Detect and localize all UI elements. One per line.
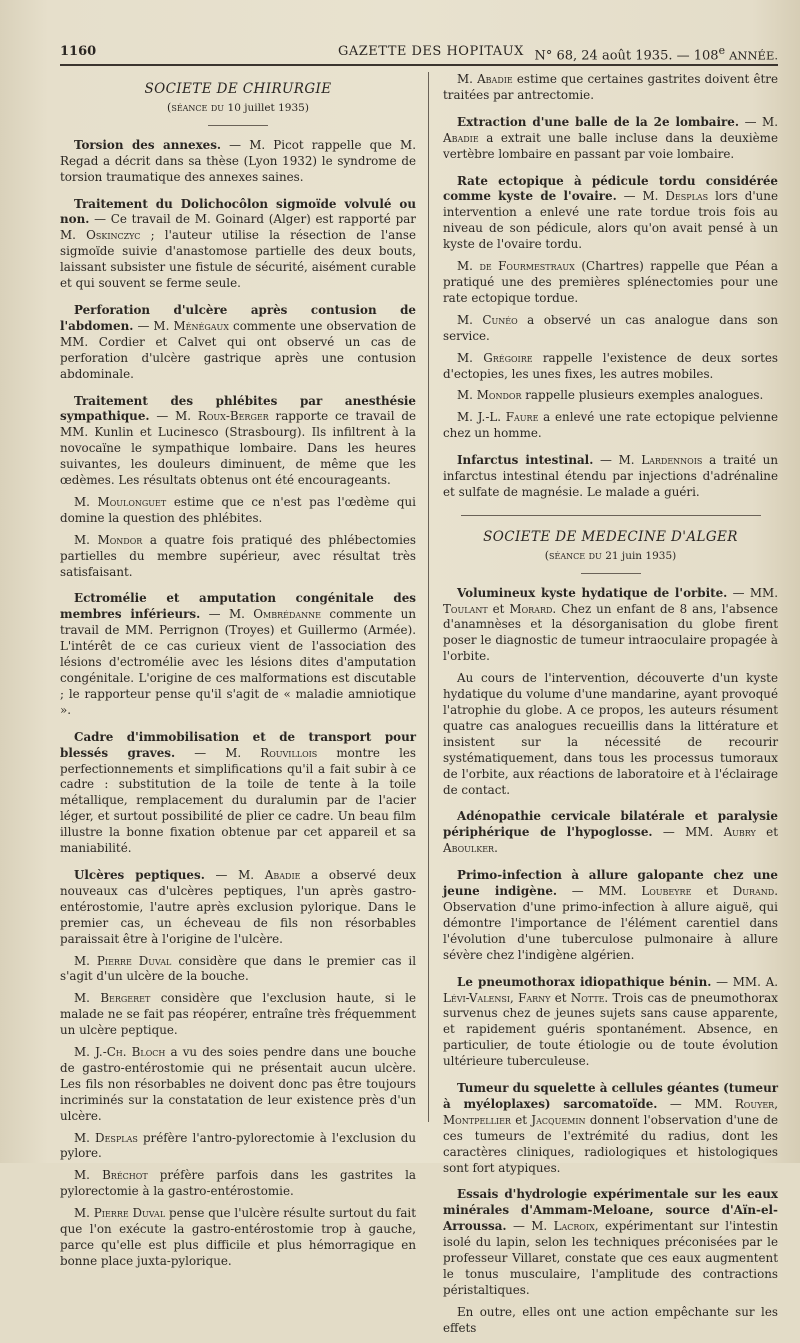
- comment-abadie: [443, 72, 778, 104]
- article-text: considère que l'exclusion haute, si le malade ne se fait pas réopérer, entraîne très fréquemment un ulcère peptique.: [60, 991, 417, 1038]
- author: Abadie: [264, 867, 301, 882]
- article-title: Torsion des annexes.: [74, 137, 222, 152]
- section-separator: [461, 515, 761, 516]
- article-text: — MM.: [652, 825, 724, 840]
- section-rule: [581, 573, 641, 574]
- header-rule: [60, 64, 778, 66]
- author: Notte: [570, 990, 605, 1005]
- article-primo-infection: [443, 868, 778, 963]
- article-hydrologie-cont: En outre, elles ont une action empêchante sur les effets: [443, 1304, 778, 1335]
- issue-sup: e: [718, 44, 725, 57]
- author: M. Pierre Duval: [74, 953, 172, 968]
- article-text: a observé deux nouveaux cas d'ulcères peptiques, l'un après gastro-entérostomie, l'autre après exclusion pylorique. Dans le premier cas, un écheveau de fils non résorbables paraissait être à l'origine de l'ulcère.: [60, 867, 416, 946]
- article-text: — M.: [593, 453, 642, 468]
- comment-brechot: [60, 1168, 416, 1200]
- article-text: — M.: [149, 409, 198, 424]
- article-ectromelie: [60, 591, 416, 718]
- article-text: lors d'une intervention a enlevé une rate tordue trois fois au niveau de son pédicule, alors qu'on avait pensé à un kyste de l'ovaire tordu.: [443, 189, 779, 252]
- page-header: [60, 42, 778, 66]
- right-column: [443, 72, 778, 1343]
- comment-cuneo: [443, 313, 778, 345]
- comment-faure: [443, 410, 778, 442]
- author: M. Picot: [249, 137, 304, 152]
- article-adenopathie: [443, 809, 778, 857]
- author: Abadie: [443, 130, 479, 145]
- article-title: Adénopathie cervicale bilatérale et paralysie périphérique de l'hypoglosse.: [443, 809, 778, 840]
- article-perforation: [60, 303, 416, 383]
- left-column: [60, 78, 416, 1276]
- article-title: Ulcères peptiques.: [74, 867, 205, 882]
- article-text: — M.: [175, 745, 261, 760]
- author: M. Bréchot: [74, 1168, 148, 1183]
- article-text: rappelle que M. Regad a décrit dans sa thèse (Lyon 1932) le syndrome de torsion traumatique des annexes saines.: [60, 137, 416, 184]
- article-text: montre les perfectionnements et simplifications qu'il a fait subir à ce cadre : substitution de la toile de tente à la toile métallique, remplacement du duralumin par de l'acier léger, et surtout possibilité de plier ce cadre. Un beau film illustre la bonne fixation obtenue par cet appareil et sa maniabilité.: [60, 745, 417, 856]
- author: M. Oskinczyc: [60, 228, 141, 243]
- author: M. de Fourmestraux: [457, 259, 575, 274]
- article-text: a observé un cas analogue dans son service.: [443, 312, 779, 343]
- article-pneumothorax: [443, 975, 778, 1070]
- comment-fourmestraux: [443, 259, 778, 307]
- article-text: — MM. A.: [711, 974, 778, 989]
- article-text: considère que dans le premier cas il s'agit d'un ulcère de la bouche.: [60, 953, 416, 984]
- article-title: Primo-infection à allure galopante chez une jeune indigène.: [443, 868, 778, 899]
- issue-year: ANNÉE.: [729, 48, 778, 63]
- article-text: commente une observation de MM. Cordier et Calvet qui ont observé un cas de perforation d'ulcère gastrique après une contusion abdominale.: [60, 318, 416, 381]
- author: Montpellier: [443, 1112, 511, 1127]
- author: Lévi-Valensi: [443, 990, 510, 1005]
- article-kyste-cont: Au cours de l'intervention, découverte d'un kyste hydatique du volume d'une mandarine, ayant provoqué l'atrophie du globe. A ce propos, les auteurs résument quatre cas analogues recueillis dans la littérature et insistent sur la nécessité de recourir systématiquement, dans tous les processus tumoraux de l'orbite, aux réactions de laboratoire et à l'éclairage de contact.: [443, 671, 778, 797]
- column-divider: [428, 72, 429, 1122]
- article-text: — M.: [204, 867, 265, 882]
- comment-gregoire: [443, 351, 778, 383]
- comment-mondor: [60, 533, 416, 581]
- author: Morard: [509, 601, 553, 616]
- author: Desplas: [665, 189, 709, 204]
- article-title: Essais d'hydrologie expérimentale sur les eaux minérales d'Ammam-Meloane, source d'Aïn-el-Arroussa.: [443, 1187, 778, 1234]
- article-title: Traitement des phlébites par anesthésie sympathique.: [60, 393, 416, 424]
- article-text: et: [550, 990, 571, 1005]
- author: Aubry: [723, 825, 756, 840]
- author: M. Mondor: [74, 532, 143, 547]
- article-text: ,: [774, 1096, 778, 1111]
- article-text: donnent l'observation d'une de ces tumeurs de l'extrémité du radius, dont les caractères cliniques, radiologiques et histologiques sont fort atypiques.: [443, 1112, 779, 1175]
- article-cadre: [60, 730, 416, 857]
- session-suffix: ): [672, 549, 677, 562]
- article-text: — M.: [200, 607, 254, 622]
- article-text: — MM.: [727, 585, 778, 600]
- article-rate: [443, 174, 778, 254]
- article-title: Cadre d'immobilisation et de transport pour blessés graves.: [60, 729, 416, 760]
- article-text: .: [494, 841, 498, 856]
- article-text: estime que certaines gastrites doivent être traitées par antrectomie.: [443, 72, 778, 102]
- section-session-alger: [443, 548, 778, 565]
- article-title: Volumineux kyste hydatique de l'orbite.: [457, 585, 728, 600]
- article-text: — MM.: [657, 1096, 735, 1111]
- author: M. Desplas: [74, 1130, 138, 1145]
- article-text: et: [510, 1112, 532, 1127]
- author: Roux-Berger: [197, 409, 269, 424]
- section-rule: [208, 125, 268, 126]
- article-text: a enlevé une rate ectopique pelvienne chez un homme.: [443, 410, 778, 441]
- author: Rouvillois: [260, 745, 318, 760]
- comment-duval-2: [60, 1206, 416, 1270]
- session-prefix: (séance du: [167, 100, 228, 114]
- article-text: — M.: [133, 318, 174, 333]
- article-text: pense que l'ulcère résulte surtout du fait que l'on exécute la gastro-entérostomie trop à gauche, parce qu'elle est plus difficile et plus hémorragique en bonne place juxta-pylorique.: [60, 1206, 416, 1268]
- article-text: — M.: [616, 189, 666, 204]
- author: Jacquemin: [531, 1112, 586, 1127]
- comment-duval-1: [60, 954, 416, 986]
- article-dolichocolon: [60, 197, 416, 292]
- session-suffix: ): [304, 101, 309, 114]
- article-text: a vu des soies pendre dans une bouche de gastro-entérostomie qui ne présentait aucun ulcère. Les fils non résorbables ne doivent donc pas être toujours incriminés sur la constatation de leur existence près d'un ulcère.: [60, 1045, 416, 1123]
- session-date: 21 juin 1935: [605, 549, 673, 562]
- section-session-chirurgie: [60, 100, 416, 117]
- issue-line: [534, 44, 778, 63]
- article-text: rappelle l'existence de deux sortes d'ectopies, les unes fixes, les autres mobiles.: [443, 350, 778, 381]
- author: M. J.-Ch. Bloch: [74, 1045, 166, 1060]
- author: Farny: [518, 990, 551, 1005]
- author: Rouyer: [734, 1096, 775, 1111]
- author: Loubeyre: [641, 884, 692, 899]
- article-torsion: Torsion des annexes. — M. Picot rappelle que M. Regad a décrit dans sa thèse (Lyon 1932) le syndrome de torsion traumatique des annexes saines.: [60, 137, 416, 184]
- article-kyste: [443, 586, 778, 666]
- article-text: a extrait une balle incluse dans la deuxième vertèbre lombaire en passant par voie lombaire.: [443, 130, 778, 161]
- author: Ombrédanne: [253, 607, 322, 622]
- comment-moulonguet: [60, 495, 416, 527]
- article-text: et: [691, 884, 733, 899]
- author: Ménégaux: [173, 318, 229, 333]
- article-title: Tumeur du squelette à cellules géantes (tumeur à myéloplaxes) sarcomatoïde.: [443, 1081, 778, 1111]
- article-text: . Observation d'une primo-infection à allure aiguë, qui démontre l'importance de l'élément carentiel dans l'évolution d'une tuberculose pulmonaire à allure sévère chez l'indigène algérien.: [443, 884, 778, 962]
- article-text: — MM.: [557, 884, 642, 899]
- article-title: Infarctus intestinal.: [457, 453, 594, 468]
- article-text: et: [755, 825, 778, 840]
- article-tumeur: [443, 1081, 778, 1176]
- article-text: rappelle plusieurs exemples analogues.: [521, 388, 764, 403]
- issue-text: N° 68, 24 août 1935. — 108: [534, 48, 719, 64]
- article-text: a quatre fois pratiqué des phlébectomies partielles du membre supérieur, avec résultat très satisfaisant.: [60, 532, 417, 579]
- author: M. J.-L. Faure: [457, 410, 539, 425]
- article-text: et: [487, 601, 510, 616]
- comment-bloch: [60, 1045, 416, 1125]
- article-title: Traitement du Dolichocôlon sigmoïde volvulé ou non.: [60, 196, 416, 227]
- author: Aboulker: [443, 841, 495, 856]
- article-ulceres: [60, 868, 416, 948]
- author: M. Cunéo: [457, 312, 518, 327]
- comment-mondor-2: [443, 388, 778, 404]
- article-infarctus: [443, 453, 778, 501]
- comment-bergeret: [60, 991, 416, 1039]
- author: M. Bergeret: [74, 991, 151, 1006]
- author: Lacroix: [553, 1219, 595, 1234]
- section-title-chirurgie: SOCIETE DE CHIRURGIE: [144, 81, 332, 97]
- article-text: a traité un infarctus intestinal étendu par injections d'adrénaline et sulfate de magnésie. Le malade a guéri.: [443, 453, 779, 499]
- session-date: 10 juillet 1935: [227, 101, 305, 114]
- author: Lardennois: [641, 453, 703, 468]
- article-text: , expérimentant sur l'intestin isolé du lapin, selon les techniques préconisées par le professeur Villaret, constate que ces eaux augmentent le tonus musculaire, l'amplitude des contractions péristaltiques.: [443, 1219, 778, 1297]
- article-phlebites: [60, 394, 416, 489]
- article-title: Ectromélie et amputation congénitale des membres inférieurs.: [60, 591, 416, 622]
- article-text: rapporte ce travail de MM. Kunlin et Lucinesco (Strasbourg). Ils infiltrent à la novocaïne le sympathique lombaire. Dans les heures suivantes, les douleurs diminuent, de même que les œdèmes. Les résultats obtenus ont été encourageants.: [60, 409, 416, 488]
- article-title: Rate ectopique à pédicule tordu considérée comme kyste de l'ovaire.: [443, 173, 778, 204]
- author: M. Abadie: [457, 72, 513, 86]
- section-title-alger: SOCIETE DE MEDECINE D'ALGER: [483, 528, 738, 545]
- article-balle: [443, 115, 778, 163]
- author: Toulant: [443, 601, 488, 616]
- article-text: (Chartres) rappelle que Péan a pratiqué une des premières splénectomies pour une rate ectopique tordue.: [443, 259, 778, 305]
- article-text: . Chez un enfant de 8 ans, l'absence d'anamnèses et la désorganisation du globe firent poser le diagnostic de tumeur intraoculaire propagée à l'orbite.: [443, 601, 779, 664]
- article-text: ; l'auteur utilise la résection de l'anse sigmoïde suivie d'anastomose partielle des deux bouts, laissant subsister une fistule de sécurité, aisément curable et qui souvent se ferme seule.: [60, 228, 416, 291]
- article-title: Perforation d'ulcère après contusion de l'abdomen.: [60, 302, 416, 333]
- article-text: — M.: [506, 1219, 554, 1234]
- session-prefix: (séance du: [544, 548, 606, 562]
- journal-title: GAZETTE DES HOPITAUX: [338, 44, 524, 59]
- article-text: estime que ce n'est pas l'œdème qui domine la question des phlébites.: [60, 494, 416, 525]
- article-text: . Trois cas de pneumothorax survenus chez de jeunes sujets sans cause apparente, et rapidement guéris spontanément. Absence, en particulier, de toute étiologie ou de toute évolution ultérieure tuberculeuse.: [443, 990, 778, 1069]
- article-text: préfère parfois dans les gastrites la pylorectomie à la gastro-entérostomie.: [60, 1168, 416, 1199]
- page-number: 1160: [60, 44, 97, 59]
- article-text: — M.: [738, 114, 778, 129]
- comment-desplas: [60, 1131, 416, 1163]
- author: M. Pierre Duval: [74, 1206, 166, 1221]
- author: M. Moulonguet: [74, 494, 167, 509]
- author: Durand: [732, 884, 775, 899]
- article-title: Le pneumothorax idiopathique bénin.: [457, 974, 712, 989]
- article-text: commente un travail de MM. Perrignon (Troyes) et Guillermo (Armée). L'intérêt de ce cas curieux vient de l'association des lésions d'ectromélie avec les lésions dites d'amputation congénitale. L'origine de ces malformations est discutable ; le rapporteur pense qu'il s'agit de « maladie amniotique ».: [60, 607, 416, 717]
- author: M. Mondor: [457, 388, 522, 403]
- article-text: préfère l'antro-pylorectomie à l'exclusion du pylore.: [60, 1130, 416, 1161]
- article-text: — Ce travail de M. Goinard (Alger) est rapporté par: [89, 212, 416, 227]
- author: M. Grégoire: [457, 350, 533, 365]
- article-title: Extraction d'une balle de la 2e lombaire.: [457, 114, 739, 129]
- article-text: ,: [509, 990, 519, 1005]
- article-hydrologie: [443, 1187, 778, 1298]
